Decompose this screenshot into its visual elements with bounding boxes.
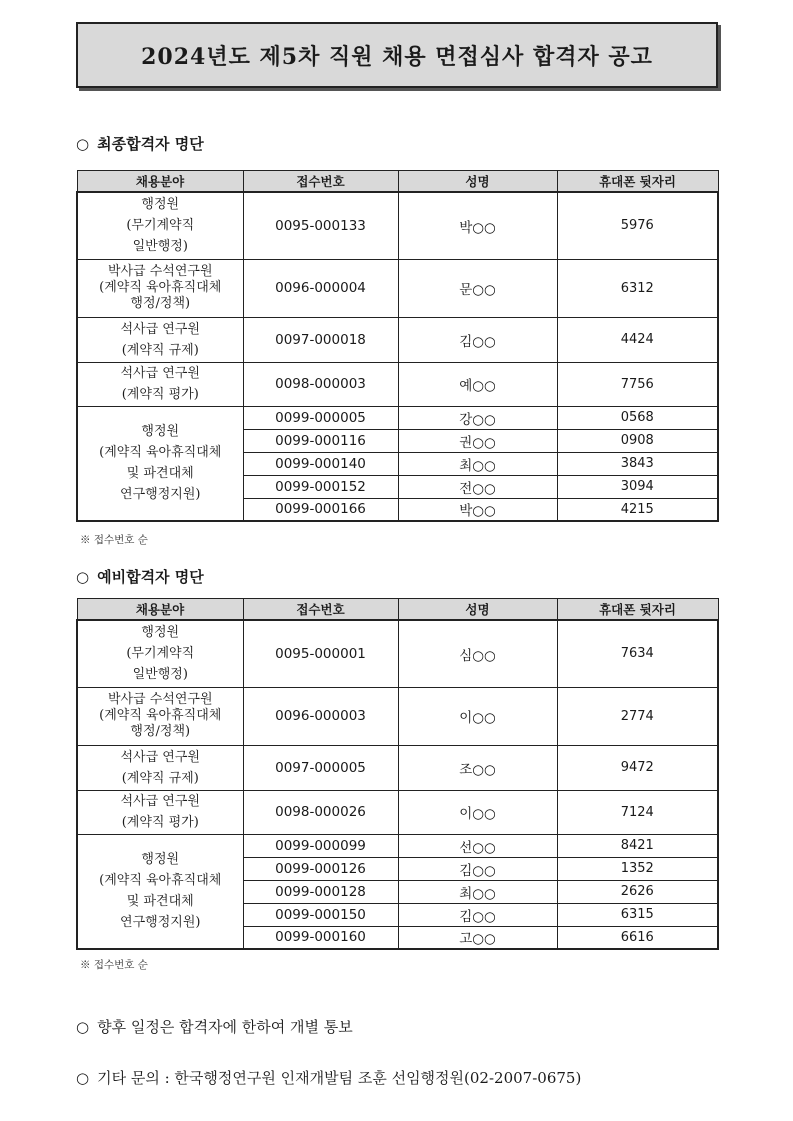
phone-suffix-cell: 4424 (557, 317, 718, 362)
reserve-order-note: ※ 접수번호 순 (80, 959, 148, 971)
recruit-field-line: 일반행정) (132, 667, 188, 683)
applicant-name-cell: 문○○ (398, 259, 557, 317)
col-header-name: 성명 (398, 171, 557, 193)
recruit-field-line: 연구행정지원) (120, 487, 201, 503)
recruit-field-cell (77, 834, 243, 949)
phone-suffix-cell: 8421 (557, 834, 718, 857)
receipt-number-cell: 0099-000140 (243, 452, 398, 475)
col-header-field: 채용분야 (77, 171, 243, 193)
phone-suffix-cell: 3843 (557, 452, 718, 475)
phone-suffix-cell: 7634 (557, 620, 718, 687)
applicant-name-cell: 최○○ (398, 880, 557, 903)
phone-suffix-cell: 0908 (557, 429, 718, 452)
contact-text: 기타 문의 : 한국행정연구원 인재개발팀 조훈 선임행정원(02-2007-0675) (97, 1069, 582, 1087)
reserve-section-heading (76, 566, 204, 587)
recruit-field-cell (77, 790, 243, 834)
recruit-field-line: (무기계약직 (126, 646, 195, 662)
phone-suffix-cell: 1352 (557, 857, 718, 880)
circle-bullet-icon: ○ (76, 135, 90, 153)
table-row (77, 834, 718, 857)
table-row (77, 745, 718, 790)
final-heading-text: 최종합격자 명단 (97, 135, 204, 153)
receipt-number-cell: 0099-000150 (243, 903, 398, 926)
receipt-number-cell: 0099-000160 (243, 926, 398, 949)
phone-suffix-cell: 0568 (557, 406, 718, 429)
applicant-name-cell: 권○○ (398, 429, 557, 452)
recruit-field-line: 박사급 수석연구원 (107, 264, 213, 279)
recruit-field-line: (계약직 규제) (121, 770, 199, 786)
recruit-field-cell (77, 317, 243, 362)
reserve-roster-table (76, 598, 719, 950)
final-roster-table (76, 170, 719, 522)
receipt-number-cell: 0098-000026 (243, 790, 398, 834)
recruit-field-cell (77, 192, 243, 259)
table-row (77, 259, 718, 317)
col-header-receipt: 접수번호 (243, 599, 398, 621)
recruit-field-line: 행정원 (141, 625, 180, 641)
recruit-field-line: (무기계약직 (126, 218, 195, 234)
applicant-name-cell: 박○○ (398, 498, 557, 521)
table-header-row (77, 171, 718, 193)
recruit-field-line: 석사급 연구원 (120, 321, 200, 337)
applicant-name-cell: 이○○ (398, 687, 557, 745)
recruit-field-cell (77, 745, 243, 790)
phone-suffix-cell: 2774 (557, 687, 718, 745)
recruit-field-line: (계약직 규제) (121, 342, 199, 358)
col-header-phone: 휴대폰 뒷자리 (557, 171, 718, 193)
schedule-text: 향후 일정은 합격자에 한하여 개별 통보 (97, 1018, 353, 1036)
recruit-field-line: 석사급 연구원 (120, 749, 200, 765)
recruit-field-line: 박사급 수석연구원 (107, 692, 213, 707)
receipt-number-cell: 0099-000005 (243, 406, 398, 429)
applicant-name-cell: 조○○ (398, 745, 557, 790)
table-row (77, 317, 718, 362)
applicant-name-cell: 이○○ (398, 790, 557, 834)
circle-bullet-icon: ○ (76, 1069, 90, 1087)
recruit-field-line: 및 파견대체 (126, 894, 194, 910)
receipt-number-cell: 0099-000116 (243, 429, 398, 452)
table-header-row (77, 599, 718, 621)
recruit-field-line: 석사급 연구원 (120, 366, 200, 381)
recruit-field-line: 일반행정) (132, 239, 188, 255)
recruit-field-cell (77, 406, 243, 521)
recruit-field-line: 행정원 (141, 852, 180, 868)
recruit-field-line: 행정/정책) (130, 296, 191, 311)
recruit-field-cell (77, 620, 243, 687)
col-header-field: 채용분야 (77, 599, 243, 621)
receipt-number-cell: 0097-000018 (243, 317, 398, 362)
table-row (77, 362, 718, 406)
table-row (77, 620, 718, 687)
applicant-name-cell: 심○○ (398, 620, 557, 687)
applicant-name-cell: 최○○ (398, 452, 557, 475)
schedule-notice (76, 1016, 353, 1037)
receipt-number-cell: 0095-000133 (243, 192, 398, 259)
reserve-heading-text: 예비합격자 명단 (97, 568, 204, 586)
final-table-body (77, 192, 718, 521)
phone-suffix-cell: 6616 (557, 926, 718, 949)
receipt-number-cell: 0099-000099 (243, 834, 398, 857)
receipt-number-cell: 0098-000003 (243, 362, 398, 406)
table-row (77, 192, 718, 259)
recruit-field-line: 및 파견대체 (126, 466, 194, 482)
title-box (76, 22, 718, 88)
recruit-field-line: (계약직 평가) (121, 387, 199, 402)
col-header-name: 성명 (398, 599, 557, 621)
applicant-name-cell: 김○○ (398, 857, 557, 880)
applicant-name-cell: 박○○ (398, 192, 557, 259)
applicant-name-cell: 김○○ (398, 903, 557, 926)
receipt-number-cell: 0099-000166 (243, 498, 398, 521)
recruit-field-line: (계약직 평가) (121, 815, 199, 830)
table-row (77, 687, 718, 745)
recruit-field-line: 연구행정지원) (120, 915, 201, 931)
recruit-field-cell (77, 687, 243, 745)
final-section-heading (76, 133, 204, 154)
receipt-number-cell: 0096-000004 (243, 259, 398, 317)
final-order-note: ※ 접수번호 순 (80, 534, 148, 546)
recruit-field-line: (계약직 육아휴직대체 (99, 280, 222, 295)
recruit-field-line: 석사급 연구원 (120, 794, 200, 809)
recruit-field-line: (계약직 육아휴직대체 (99, 873, 222, 889)
receipt-number-cell: 0097-000005 (243, 745, 398, 790)
phone-suffix-cell: 5976 (557, 192, 718, 259)
phone-suffix-cell: 3094 (557, 475, 718, 498)
recruit-field-cell (77, 259, 243, 317)
table-row (77, 406, 718, 429)
phone-suffix-cell: 7124 (557, 790, 718, 834)
applicant-name-cell: 선○○ (398, 834, 557, 857)
applicant-name-cell: 예○○ (398, 362, 557, 406)
phone-suffix-cell: 9472 (557, 745, 718, 790)
phone-suffix-cell: 2626 (557, 880, 718, 903)
applicant-name-cell: 전○○ (398, 475, 557, 498)
recruit-field-line: (계약직 육아휴직대체 (99, 445, 222, 461)
phone-suffix-cell: 6312 (557, 259, 718, 317)
table-row (77, 790, 718, 834)
contact-notice (76, 1067, 581, 1088)
col-header-receipt: 접수번호 (243, 171, 398, 193)
recruit-field-cell (77, 362, 243, 406)
reserve-table-body (77, 620, 718, 949)
receipt-number-cell: 0095-000001 (243, 620, 398, 687)
recruit-field-line: 행정/정책) (130, 724, 191, 739)
applicant-name-cell: 고○○ (398, 926, 557, 949)
applicant-name-cell: 김○○ (398, 317, 557, 362)
page-title: 2024년도 제5차 직원 채용 면접심사 합격자 공고 (141, 43, 653, 70)
recruit-field-line: 행정원 (141, 424, 180, 440)
phone-suffix-cell: 4215 (557, 498, 718, 521)
receipt-number-cell: 0099-000128 (243, 880, 398, 903)
applicant-name-cell: 강○○ (398, 406, 557, 429)
circle-bullet-icon: ○ (76, 1018, 90, 1036)
receipt-number-cell: 0096-000003 (243, 687, 398, 745)
receipt-number-cell: 0099-000126 (243, 857, 398, 880)
col-header-phone: 휴대폰 뒷자리 (557, 599, 718, 621)
phone-suffix-cell: 7756 (557, 362, 718, 406)
recruit-field-line: (계약직 육아휴직대체 (99, 708, 222, 723)
phone-suffix-cell: 6315 (557, 903, 718, 926)
recruit-field-line: 행정원 (141, 197, 180, 213)
circle-bullet-icon: ○ (76, 568, 90, 586)
receipt-number-cell: 0099-000152 (243, 475, 398, 498)
